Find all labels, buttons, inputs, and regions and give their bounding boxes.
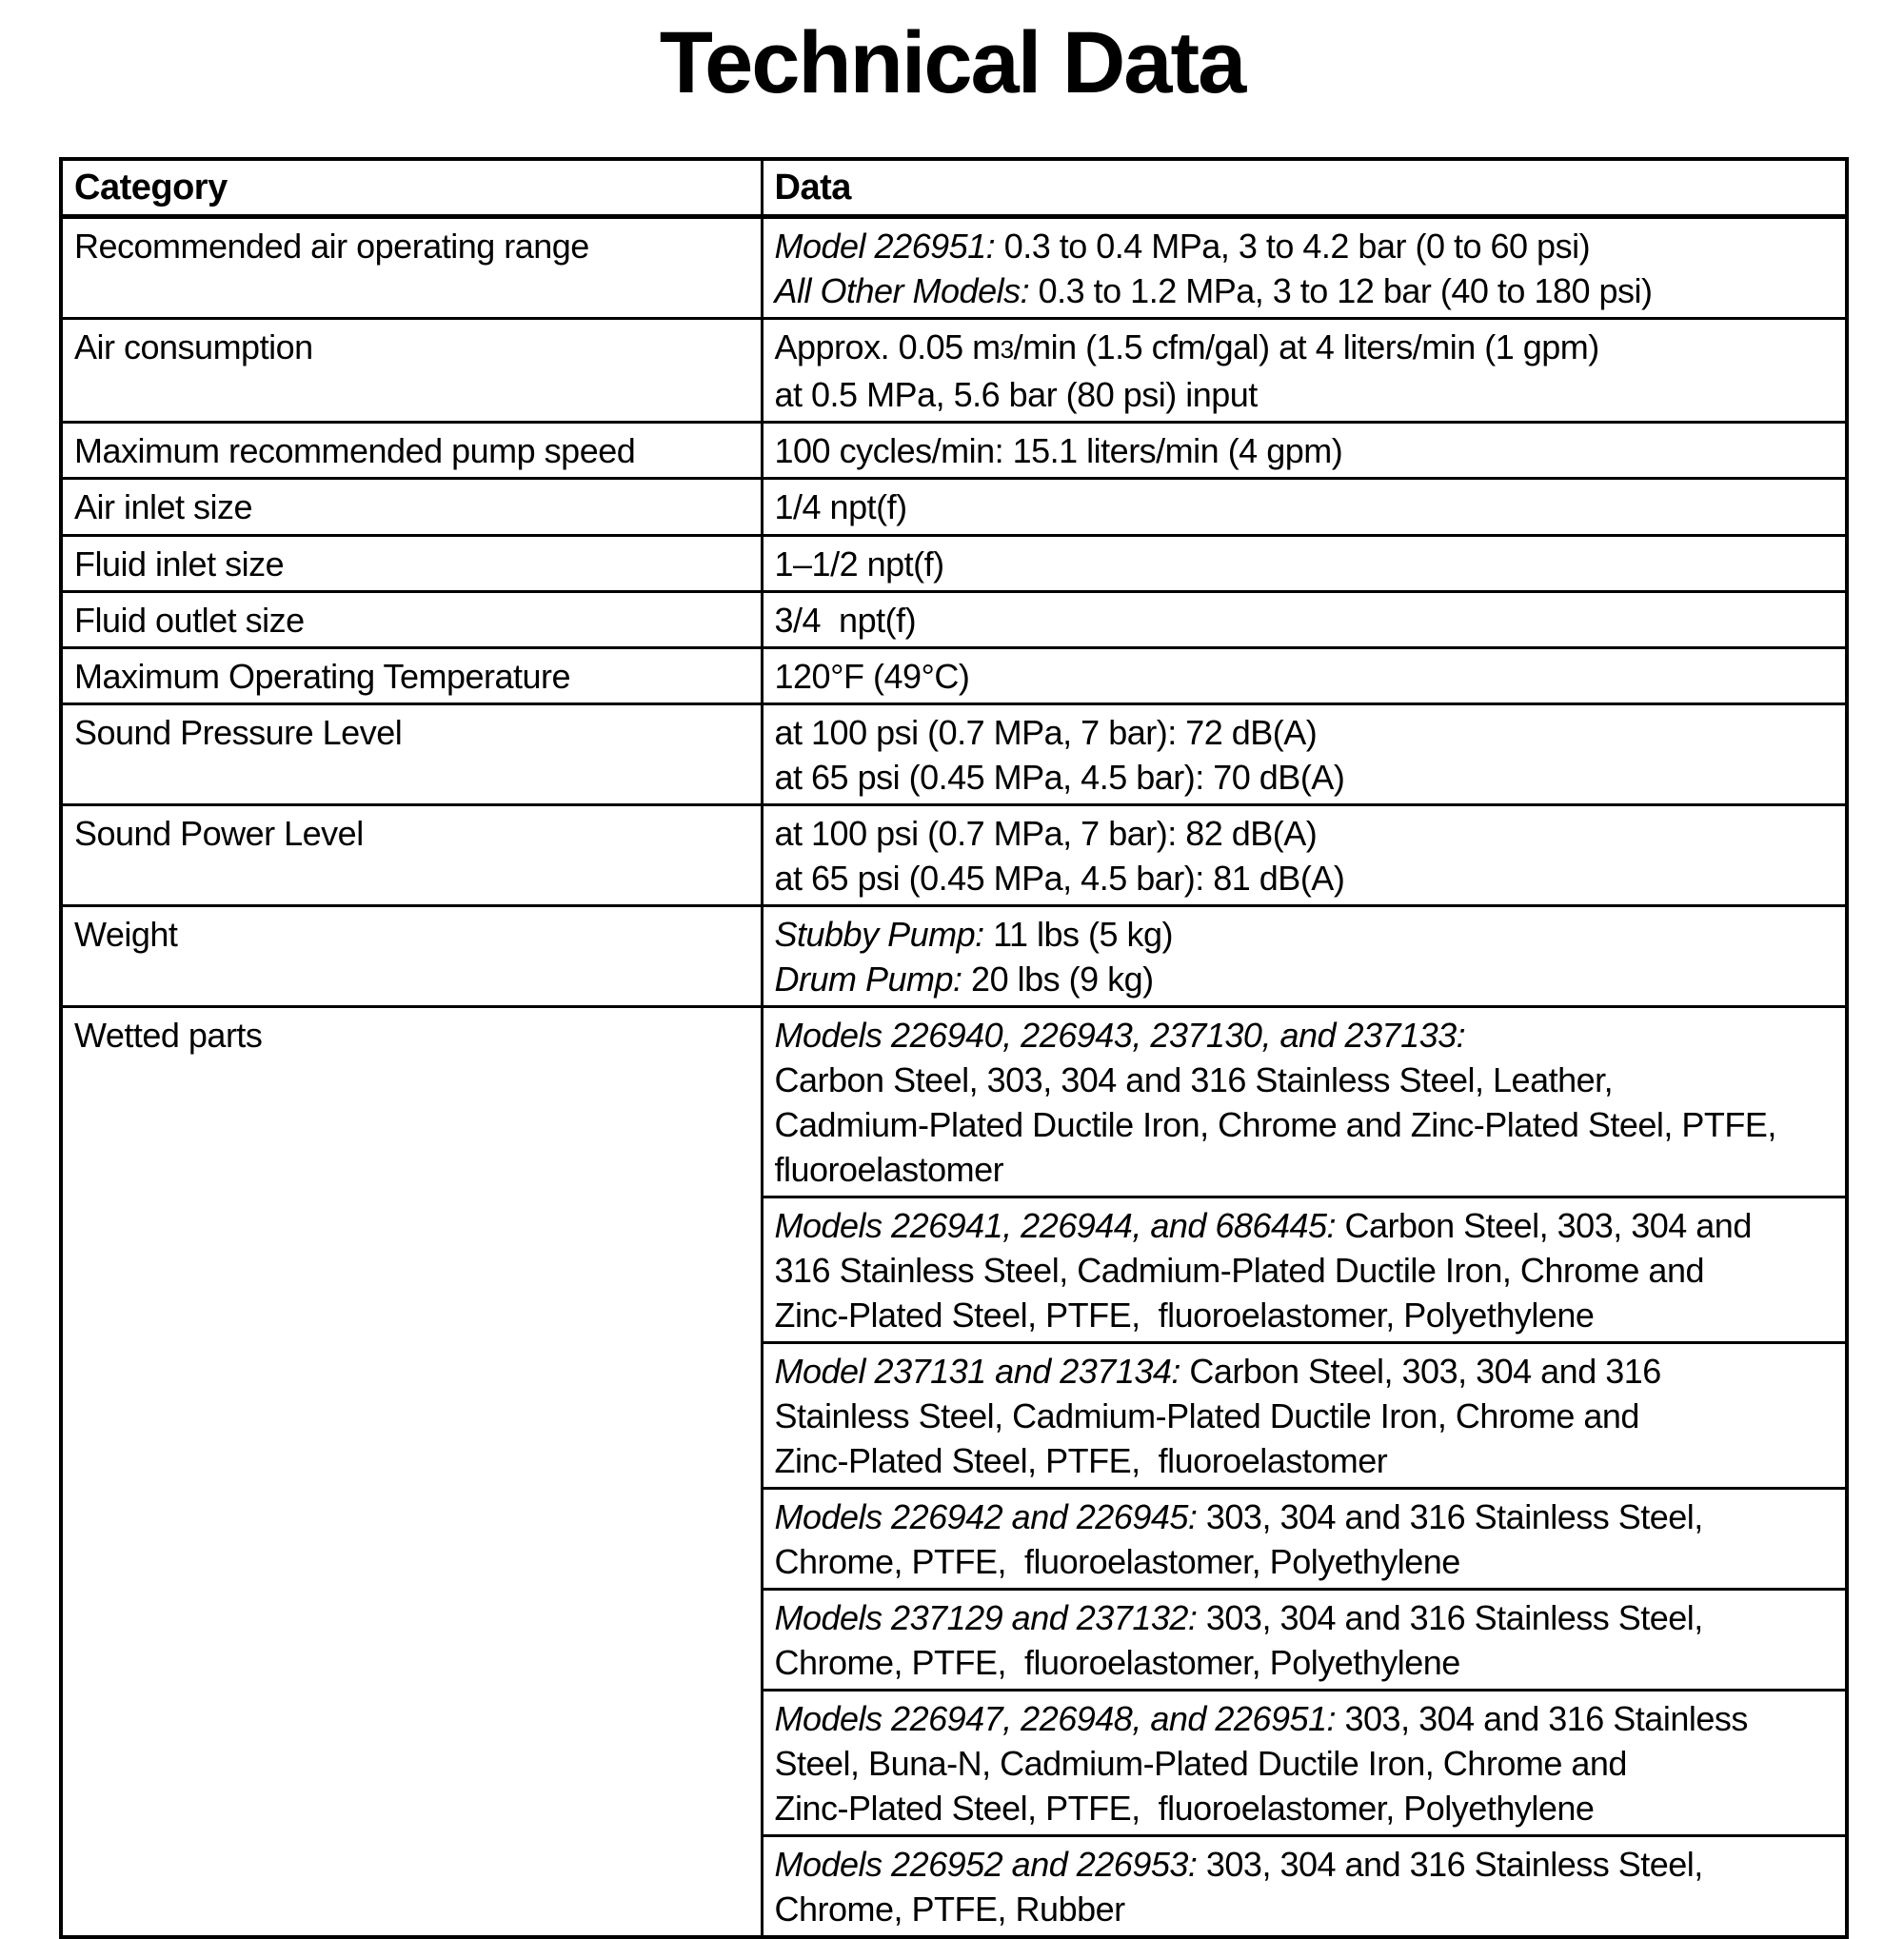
data-line: Models 226942 and 226945: 303, 304 and 316 Stainless Steel, xyxy=(774,1497,1703,1536)
data-cell xyxy=(762,805,1847,906)
data-line: Zinc-Plated Steel, PTFE, fluoroelastomer, Polyethylene xyxy=(774,1296,1595,1335)
data-line: Stainless Steel, Cadmium-Plated Ductile Iron, Chrome and xyxy=(774,1396,1639,1435)
data-line: Drum Pump: 20 lbs (9 kg) xyxy=(774,960,1154,999)
category-cell: Maximum Operating Temperature xyxy=(61,648,762,704)
header-data-cell: Data xyxy=(762,159,1847,217)
category-cell: Fluid outlet size xyxy=(61,592,762,648)
data-line: Steel, Buna-N, Cadmium-Plated Ductile Iron, Chrome and xyxy=(774,1744,1627,1783)
data-cell xyxy=(762,1691,1847,1836)
data-cell xyxy=(762,1489,1847,1590)
row-air-consumption xyxy=(61,319,1847,423)
data-line: 1/4 npt(f) xyxy=(774,487,907,526)
technical-data-table xyxy=(59,157,1849,1939)
data-line: Zinc-Plated Steel, PTFE, fluoroelastomer, Polyethylene xyxy=(774,1789,1595,1828)
data-line: Chrome, PTFE, fluoroelastomer, Polyethylene xyxy=(774,1542,1460,1581)
row-wetted-parts-subrow-1 xyxy=(61,1007,1847,1197)
category-cell: Weight xyxy=(61,906,762,1007)
category-cell: Sound Power Level xyxy=(61,805,762,906)
category-cell: Sound Pressure Level xyxy=(61,704,762,805)
data-line: 100 cycles/min: 15.1 liters/min (4 gpm) xyxy=(774,431,1343,470)
category-cell-wetted-parts: Wetted parts xyxy=(61,1007,762,1938)
data-line: at 100 psi (0.7 MPa, 7 bar): 72 dB(A) xyxy=(774,713,1318,752)
data-cell xyxy=(762,1836,1847,1938)
category-cell: Maximum recommended pump speed xyxy=(61,423,762,479)
data-line: 120°F (49°C) xyxy=(774,657,970,696)
header-category-cell: Category xyxy=(61,159,762,217)
row-fluid-outlet-size xyxy=(61,592,1847,648)
category-cell: Air inlet size xyxy=(61,479,762,536)
data-line: fluoroelastomer xyxy=(774,1150,1004,1189)
row-weight xyxy=(61,906,1847,1007)
data-cell xyxy=(762,1590,1847,1691)
data-line: at 0.5 MPa, 5.6 bar (80 psi) input xyxy=(774,375,1258,414)
cubic-meter-exponent: 3 xyxy=(1000,335,1014,364)
data-cell xyxy=(762,423,1847,479)
category-cell: Fluid inlet size xyxy=(61,536,762,592)
data-line: 316 Stainless Steel, Cadmium-Plated Ductile Iron, Chrome and xyxy=(774,1251,1704,1290)
data-line: Zinc-Plated Steel, PTFE, fluoroelastomer xyxy=(774,1441,1388,1480)
data-line: Chrome, PTFE, Rubber xyxy=(774,1890,1125,1929)
data-line: at 100 psi (0.7 MPa, 7 bar): 82 dB(A) xyxy=(774,814,1318,853)
data-line: Models 226947, 226948, and 226951: 303, 304 and 316 Stainless xyxy=(774,1699,1748,1738)
data-cell xyxy=(762,217,1847,319)
data-line: Stubby Pump: 11 lbs (5 kg) xyxy=(774,915,1174,954)
data-line: Models 226940, 226943, 237130, and 237133: xyxy=(774,1016,1466,1055)
row-air-inlet-size xyxy=(61,479,1847,536)
data-cell xyxy=(762,704,1847,805)
data-cell xyxy=(762,648,1847,704)
data-cell xyxy=(762,319,1847,423)
data-line: Chrome, PTFE, fluoroelastomer, Polyethylene xyxy=(774,1643,1460,1682)
data-line: Models 226952 and 226953: 303, 304 and 316 Stainless Steel, xyxy=(774,1845,1703,1884)
data-line: Model 226951: 0.3 to 0.4 MPa, 3 to 4.2 bar (0 to 60 psi) xyxy=(774,227,1591,266)
row-fluid-inlet-size xyxy=(61,536,1847,592)
data-line: Models 226941, 226944, and 686445: Carbon Steel, 303, 304 and xyxy=(774,1206,1752,1245)
row-maximum-operating-temperature xyxy=(61,648,1847,704)
row-sound-power-level xyxy=(61,805,1847,906)
data-cell xyxy=(762,1343,1847,1489)
data-cell xyxy=(762,1007,1847,1197)
data-line: Cadmium-Plated Ductile Iron, Chrome and Zinc-Plated Steel, PTFE, xyxy=(774,1105,1776,1144)
page-title: Technical Data xyxy=(659,14,1245,111)
data-cell xyxy=(762,536,1847,592)
data-cell xyxy=(762,592,1847,648)
row-recommended-air-operating-range xyxy=(61,217,1847,319)
data-line: at 65 psi (0.45 MPa, 4.5 bar): 81 dB(A) xyxy=(774,859,1345,898)
data-line: Approx. 0.05 m3/min (1.5 cfm/gal) at 4 liters/min (1 gpm) xyxy=(774,327,1599,366)
category-cell: Recommended air operating range xyxy=(61,217,762,319)
data-line: 1–1/2 npt(f) xyxy=(774,544,944,584)
data-line: Carbon Steel, 303, 304 and 316 Stainless Steel, Leather, xyxy=(774,1060,1614,1099)
data-line: 3/4 npt(f) xyxy=(774,601,917,640)
data-line: Model 237131 and 237134: Carbon Steel, 303, 304 and 316 xyxy=(774,1352,1661,1391)
row-sound-pressure-level xyxy=(61,704,1847,805)
data-cell xyxy=(762,906,1847,1007)
header-row xyxy=(61,159,1847,217)
row-maximum-recommended-pump-speed xyxy=(61,423,1847,479)
data-line: Models 237129 and 237132: 303, 304 and 316 Stainless Steel, xyxy=(774,1598,1703,1637)
data-line: at 65 psi (0.45 MPa, 4.5 bar): 70 dB(A) xyxy=(774,758,1345,797)
category-cell: Air consumption xyxy=(61,319,762,423)
data-cell xyxy=(762,1197,1847,1343)
data-line: All Other Models: 0.3 to 1.2 MPa, 3 to 12 bar (40 to 180 psi) xyxy=(774,271,1653,310)
data-cell xyxy=(762,479,1847,536)
